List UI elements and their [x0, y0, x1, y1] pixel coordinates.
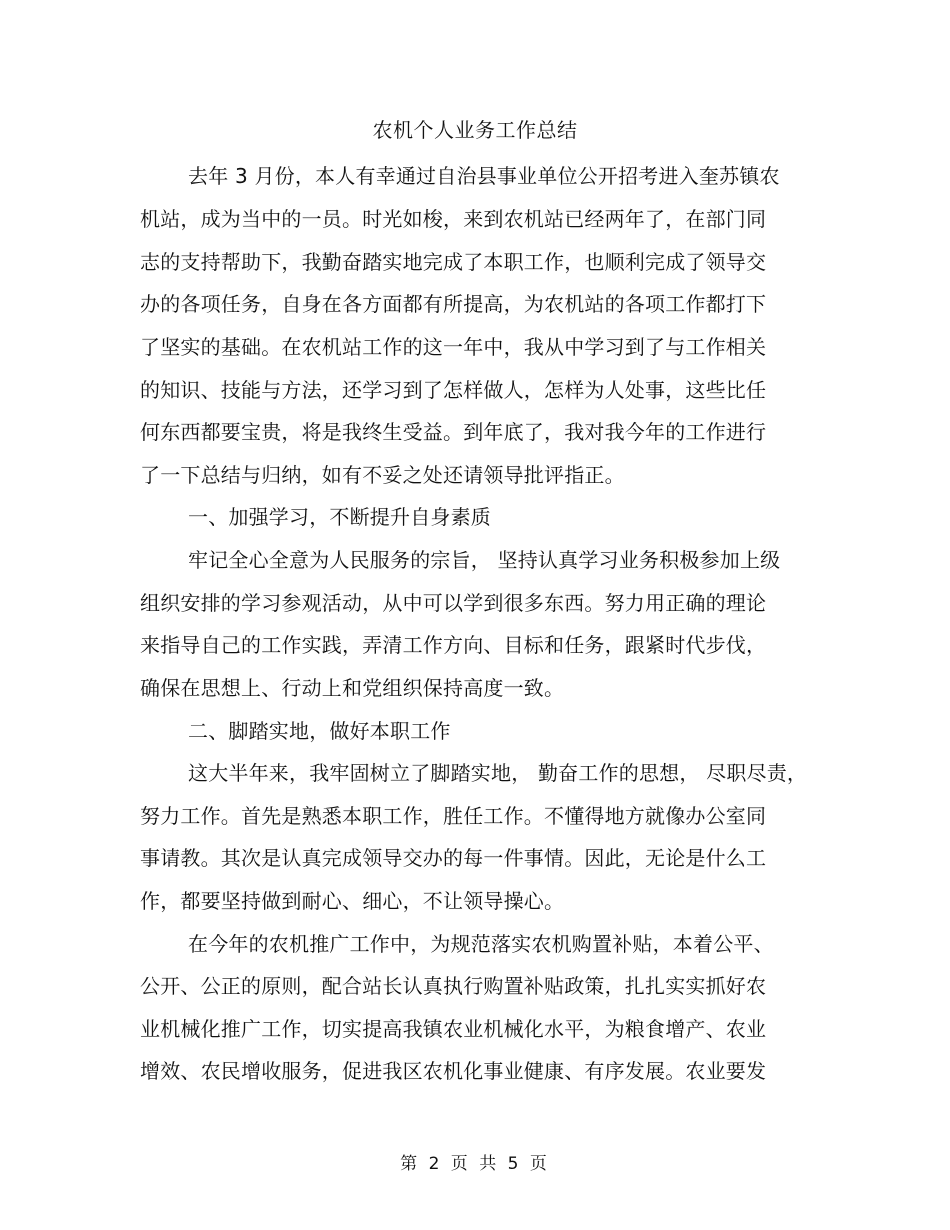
body-line: 组织安排的学习参观活动，从中可以学到很多东西。努力用正确的理论 — [140, 591, 767, 615]
body-line: 了坚实的基础。在农机站工作的这一年中，我从中学习到了与工作相关 — [140, 335, 767, 359]
body-line: 志的支持帮助下，我勤奋踏实地完成了本职工作，也顺利完成了领导交 — [140, 250, 767, 274]
body-line: 事请教。其次是认真完成领导交办的每一件事情。因此，无论是什么工 — [140, 846, 767, 870]
body-line: 何东西都要宝贵，将是我终生受益。到年底了，我对我今年的工作进行 — [140, 420, 767, 444]
body-line: 增效、农民增收服务，促进我区农机化事业健康、有序发展。农业要发 — [140, 1059, 767, 1083]
section-heading: 一、加强学习，不断提升自身素质 — [188, 505, 491, 529]
section-heading: 二、脚踏实地，做好本职工作 — [188, 719, 451, 743]
body-line: 确保在思想上、行动上和党组织保持高度一致。 — [140, 676, 565, 700]
body-line: 在今年的农机推广工作中，为规范落实农机购置补贴，本着公平、 — [188, 932, 774, 956]
body-line: 机站，成为当中的一员。时光如梭，来到农机站已经两年了，在部门同 — [140, 207, 767, 231]
page-number-footer: 第 2 页 共 5 页 — [400, 1154, 550, 1174]
body-line: 的知识、技能与方法，还学习到了怎样做人，怎样为人处事，这些比任 — [140, 378, 767, 402]
body-line: 牢记全心全意为人民服务的宗旨， 坚持认真学习业务积极参加上级 — [188, 548, 781, 572]
body-line: 公开、公正的原则，配合站长认真执行购置补贴政策，扎扎实实抓好农 — [140, 974, 767, 998]
body-line: 来指导自己的工作实践，弄清工作方向、目标和任务，跟紧时代步伐， — [140, 633, 767, 657]
body-line: 了一下总结与归纳，如有不妥之处还请领导批评指正。 — [140, 463, 625, 487]
body-line: 这大半年来，我牢固树立了脚踏实地， 勤奋工作的思想， 尽职尽责， — [188, 761, 808, 785]
body-line: 去年 3 月份，本人有幸通过自治县事业单位公开招考进入奎苏镇农 — [188, 164, 780, 188]
body-line: 业机械化推广工作，切实提高我镇农业机械化水平，为粮食增产、农业 — [140, 1017, 767, 1041]
body-line: 努力工作。首先是熟悉本职工作，胜任工作。不懂得地方就像办公室同 — [140, 804, 767, 828]
body-line: 办的各项任务，自身在各方面都有所提高，为农机站的各项工作都打下 — [140, 292, 767, 316]
body-line: 作，都要坚持做到耐心、细心，不让领导操心。 — [140, 889, 565, 913]
document-title: 农机个人业务工作总结 — [372, 118, 578, 142]
